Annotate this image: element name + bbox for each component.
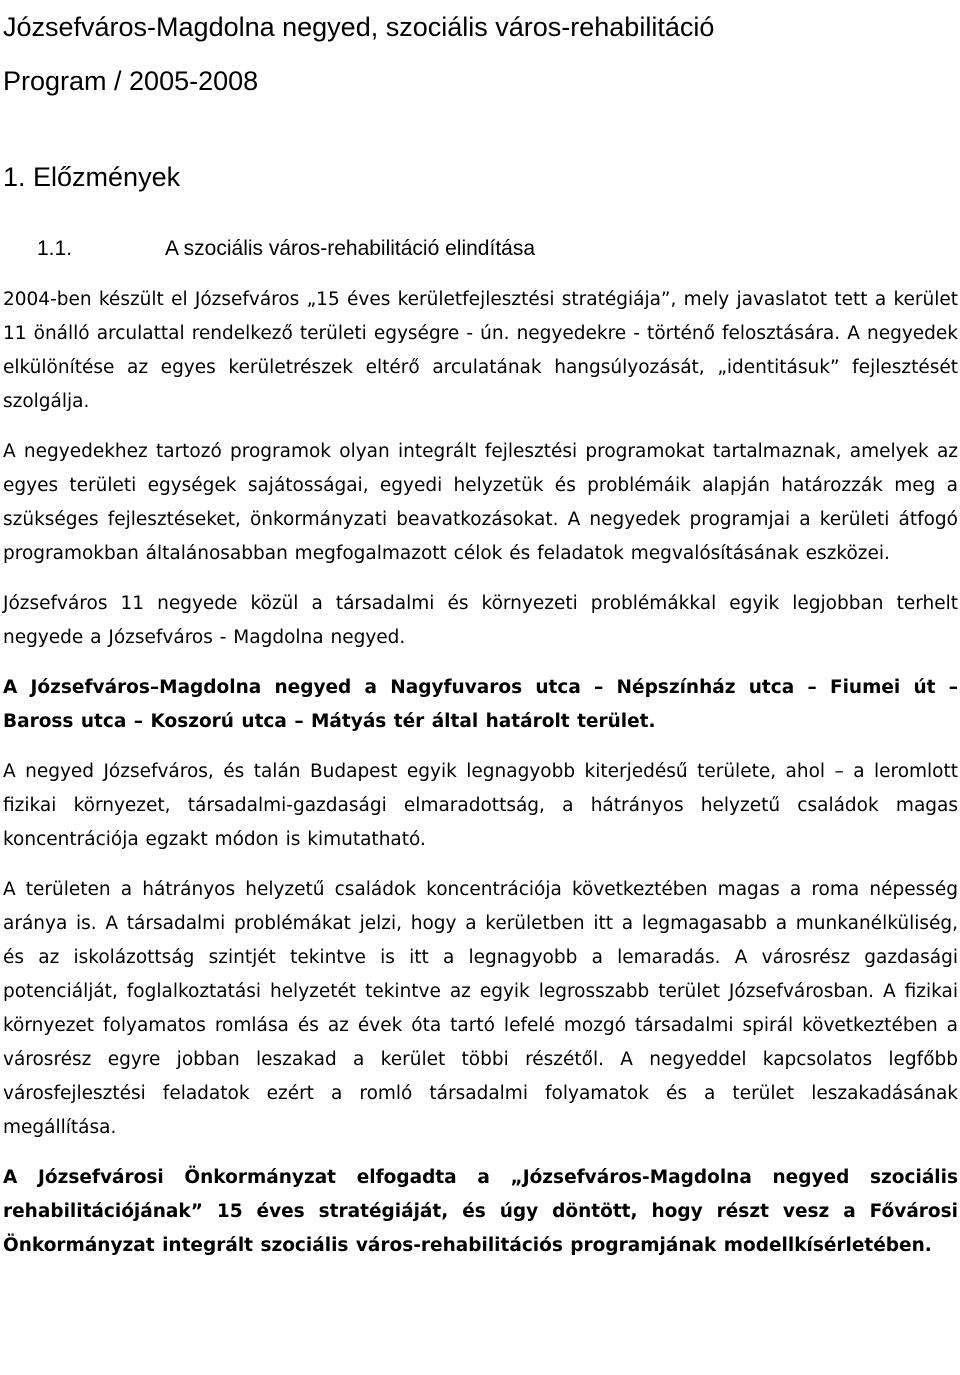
- document-page: [3, 0, 958, 1279]
- section-heading: 1. Előzmények: [3, 162, 181, 192]
- title-line-2: Program / 2005-2008: [3, 66, 259, 96]
- paragraph-3: Józsefváros 11 negyede közül a társadalmi és környezeti problémákkal egyik legjobban terhelt negyede a Józsefváros - Magdolna negyed.: [3, 593, 958, 648]
- title-line-1: Józsefváros-Magdolna negyed, szociális város-rehabilitáció: [3, 12, 715, 42]
- paragraph-7-decision: A Józsefvárosi Önkormányzat elfogadta a „Józsefváros-Magdolna negyed szociális rehabilitációjának” 15 éves stratégiáját, és úgy döntött, hogy részt vesz a Fővárosi Önkormányzat integrált szociális város-rehabilitációs programjának modellkísérletében.: [3, 1167, 958, 1256]
- subsection-title: A szociális város-rehabilitáció elindítása: [165, 237, 536, 260]
- paragraph-6: A területen a hátrányos helyzetű családok koncentrációja következtében magas a roma népesség aránya is. A társadalmi problémákat jelzi, hogy a kerületben itt a legmagasabb a munkanélküliség, és az iskolázottság szintjét tekintve is itt a legnagyobb a lemaradás. A városrész gazdasági potenciálját, foglalkoztatási helyzetét tekintve az egyik legrosszabb terület Józsefvárosban. A fizikai környezet folyamatos romlása és az évek óta tartó lefelé mozgó társadalmi spirál következtében a városrész egyre jobban leszakad a kerület többi részétől. A negyeddel kapcsolatos legfőbb városfejlesztési feladatok ezért a romló társadalmi folyamatok és a terület leszakadásának megállítása.: [3, 879, 958, 1138]
- subsection-heading: [3, 234, 958, 264]
- paragraph-2: A negyedekhez tartozó programok olyan integrált fejlesztési programokat tartalmaznak, amelyek az egyes területi egységek sajátosságai, egyedi helyzetük és problémáik alapján határozzák meg a szükséges fejlesztéseket, önkormányzati beavatkozásokat. A negyedek programjai a kerületi átfogó programokban általánosabban megfogalmazott célok és feladatok megvalósításának eszközei.: [3, 441, 958, 564]
- paragraph-5: A negyed Józsefváros, és talán Budapest egyik legnagyobb kiterjedésű területe, ahol – a leromlott fizikai környezet, társadalmi-gazdasági elmaradottság, a hátrányos helyzetű családok magas koncentrációja egzakt módon is kimutatható.: [3, 761, 958, 850]
- paragraph-1: 2004-ben készült el Józsefváros „15 éves kerületfejlesztési stratégiája”, mely javaslatot tett a kerület 11 önálló arculattal rendelkező területi egységre - ún. negyedekre - történő felosztására. A negyedek elkülönítése az egyes kerületrészek eltérő arculatának hangsúlyozását, „identitásuk” fejlesztését szolgálja.: [3, 289, 958, 412]
- paragraph-4-boundary: A Józsefváros–Magdolna negyed a Nagyfuvaros utca – Népszínház utca – Fiumei út – Baross utca – Koszorú utca – Mátyás tér által határolt terület.: [3, 677, 958, 732]
- document-title: [3, 0, 958, 108]
- subsection-number: 1.1.: [37, 237, 73, 260]
